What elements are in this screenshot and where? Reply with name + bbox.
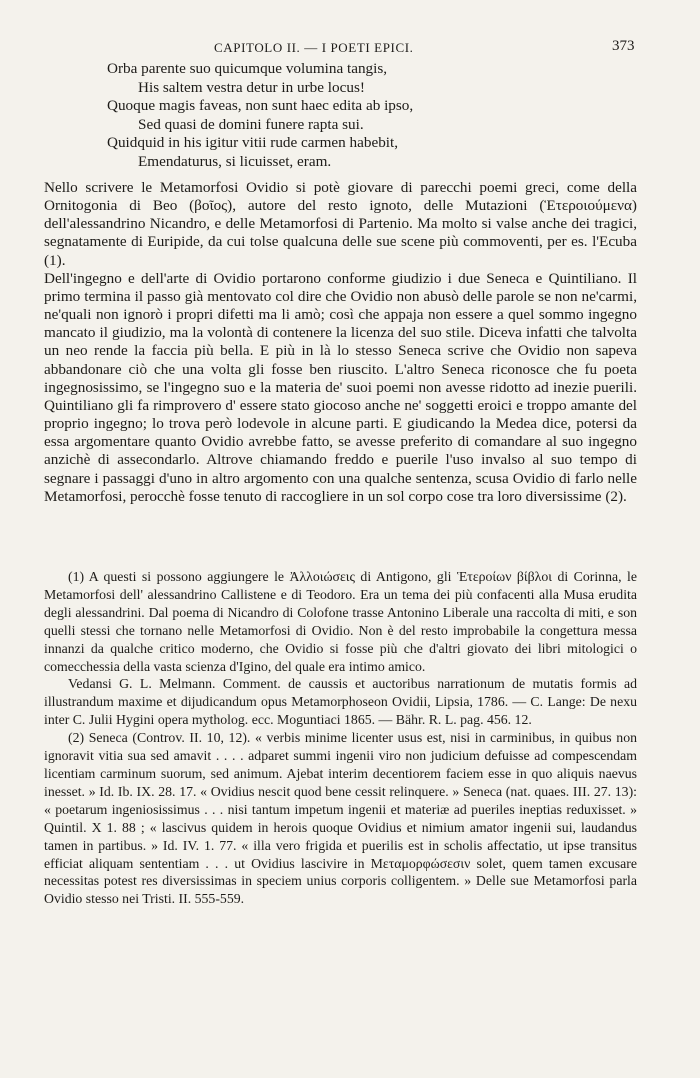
verse-line: His saltem vestra detur in urbe locus!: [138, 78, 365, 96]
verse-line: Emendaturus, si licuisset, eram.: [138, 152, 332, 170]
footnotes: [44, 568, 637, 908]
running-head: CAPITOLO II. — I POETI EPICI.: [214, 40, 414, 55]
verse-line: Quidquid in his igitur vitii rude carmen habebit,: [107, 134, 399, 152]
main-text: [44, 179, 637, 506]
footnote-1-references: Vedansi G. L. Melmann. Comment. de caussis et auctoribus narrationum de mutatis formis ad illustrandum maxime et dijudicandum opus Metamorphoseon Ovidii, Lipsia, 1786. — C. Lange: De nexu inter C. Julii Hygini opera mytholog. ecc. Moguntiaci 1865. — Bähr. R. L. pag. 456. 12.: [44, 676, 637, 728]
footnote-1: (1) A questi si possono aggiungere le Ἀλλοιώσεις di Antigono, gli Ἑτεροίων βίβλοι di Corinna, le Metamorfosi dell' alessandrino Callistene e di Teodoro. Era un tema dei più confacenti alla Musa erudita degli alessandrini. Dal poema di Nicandro di Colofone trasse Antonino Liberale una raccolta di miti, e son quelli stessi che tornano nelle Metamorfosi di Ovidio. Non è del resto improbabile la congettura messa innanzi da qualche critico moderno, che Ovidio si fosse più che d'altri giovato dei libri mitologici o comecchessia della vasta scienza d'Igino, del quale era intimo amico.: [44, 569, 637, 674]
verse-quotation: [107, 60, 627, 172]
footnote-2: (2) Seneca (Controv. II. 10, 12). « verbis minime licenter usus est, nisi in carminibus, in quibus non ignoravit vitia sua sed amavit . . . . adparet summi ingenii viro non judicium defuisse ad compescendam licentiam carminum suorum, sed animum. Ajebat interim decentiorem faciem esse in quo aliquis naevus inesset. » Id. Ib. IX. 28. 17. « Ovidius nescit quod bene cessit relinquere. » Seneca (nat. quaes. III. 27. 13): « poetarum ingeniosissimus . . . nisi tantum impetum ingenii et materiæ ad pueriles ineptias reduxisset. » Quintil. X 1. 88 ; « lascivus quidem in herois quoque Ovidius et nimium amator ingenii sui, laudandus tamen in partibus. » Id. IV. 1. 77. « illa vero frigida et puerilis est in scholis affectatio, ut ipse transitus efficiat aliquam sententiam . . . ut Ovidius lascivire in Μεταμορφώσεσιν solet, quem tamen excusare necessitas potest res diversissimas in speciem unius corporis colligentem. » Delle sue Metamorfosi parla Ovidio stesso nei Tristi. II. 555-559.: [44, 730, 637, 907]
page-number: 373: [612, 38, 635, 54]
verse-line: Orba parente suo quicumque volumina tangis,: [107, 60, 388, 77]
page-header: [0, 38, 700, 58]
paragraph-sources: Nello scrivere le Metamorfosi Ovidio si potè giovare di parecchi poemi greci, come della Ornitogonia di Beo (βοῖος), autore del resto ignoto, delle Mutazioni (Ἑτεροιούμενα) dell'alessandrino Nicandro, e delle Metamorfosi di Partenio. Ma molto si valse anche dei tragici, segnatamente di Euripide, da cui tolse qualcuna delle sue scene più commoventi, per es. l'Ecuba (1).: [44, 179, 637, 269]
verse-line: Sed quasi de domini funere rapta sui.: [138, 115, 364, 133]
paragraph-judgement: Dell'ingegno e dell'arte di Ovidio portarono conforme giudizio i due Seneca e Quintiliano. Il primo termina il passo già mentovato col dire che Ovidio non abusò delle parole se non ne'carmi, ne'quali non ignorò i propri difetti ma li amò; così che appaja non essere a quel sommo ingegno mancato il giudizio, ma la volontà di contenere la licenza del suo stile. Diceva infatti che talvolta un neo rende la faccia più bella. E più in là lo stesso Seneca scrive che Ovidio non sapeva abbandonare ciò che una volta gli fosse ben riuscito. L'altro Seneca riconosce che fu poeta ingegnosissimo, se l'ingegno suo e la materia de' suoi poemi non avesse ridotto ad inezie puerili. Quintiliano gli fa rimprovero d' essere stato giocoso anche ne' soggetti eroici e troppo amante del proprio ingegno; lo trova però lodevole in alcune parti. E giudicando la Medea dice, potersi da essa argomentare quanto Ovidio avrebbe fatto, se avesse preferito di comandare al suo ingegno anzichè di assecondarlo. Altrove chiamando freddo e puerile l'uso invalso al suo tempo di segnare i passaggi d'uno in altro argomento con una qualche sentenza, scusa Ovidio di farlo nelle Metamorfosi, perocchè fosse tenuto di raccogliere in un sol corpo cose tra loro diversissime (2).: [44, 269, 637, 505]
verse-line: Quoque magis faveas, non sunt haec edita ab ipso,: [107, 97, 414, 115]
